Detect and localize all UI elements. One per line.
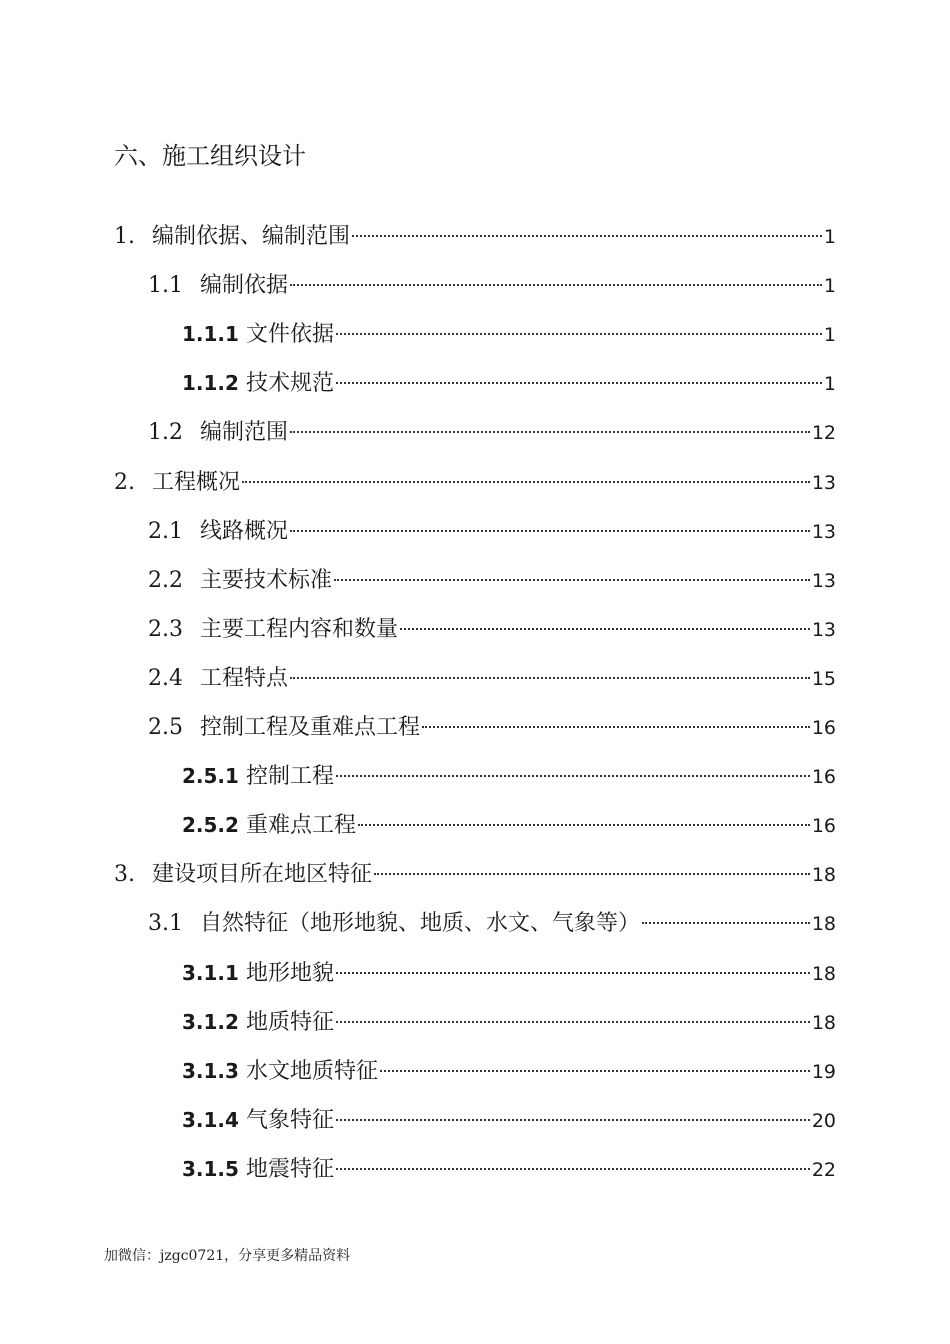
toc-dot-leader	[336, 997, 810, 1029]
toc-entry[interactable]	[114, 211, 836, 249]
toc-entry-page-number: 18	[811, 1012, 836, 1034]
toc-entry[interactable]	[148, 555, 836, 593]
toc-dot-leader	[290, 407, 810, 439]
toc-entry-label: 线路概况	[200, 519, 289, 544]
toc-entry-page-number: 16	[811, 815, 836, 837]
toc-entry-page-number: 18	[811, 913, 836, 935]
toc-entry[interactable]	[148, 702, 836, 740]
toc-entry-number: 2.4	[148, 666, 183, 691]
toc-entry-number: 1.1	[148, 273, 183, 298]
toc-entry[interactable]	[148, 260, 836, 298]
toc-entry-label: 主要工程内容和数量	[200, 617, 399, 642]
toc-entry[interactable]	[182, 948, 836, 986]
toc-entry-label: 重难点工程	[246, 813, 357, 838]
toc-dot-leader	[380, 1046, 810, 1078]
toc-entry-page-number: 16	[811, 766, 836, 788]
footer-note: 加微信：jzgc0721，分享更多精品资料	[104, 1248, 351, 1264]
document-title: 六、施工组织设计	[114, 142, 306, 170]
toc-entry-number: 2.	[114, 470, 135, 495]
toc-entry-label: 地震特征	[246, 1157, 335, 1182]
toc-entry[interactable]	[148, 506, 836, 544]
toc-entry-label: 气象特征	[246, 1108, 335, 1133]
toc-entry-number: 2.5.1	[182, 764, 239, 788]
toc-entry-number: 1.	[114, 224, 135, 249]
toc-dot-leader	[400, 604, 810, 636]
toc-entry-page-number: 15	[811, 668, 836, 690]
toc-entry-page-number: 1	[823, 373, 836, 395]
toc-dot-leader	[642, 898, 810, 930]
toc-dot-leader	[352, 211, 822, 243]
toc-entry-number: 3.1.5	[182, 1157, 239, 1181]
toc-entry-number: 2.2	[148, 568, 183, 593]
toc-dot-leader	[336, 1144, 810, 1176]
toc-entry-page-number: 22	[811, 1159, 836, 1181]
toc-entry-number: 3.1.4	[182, 1108, 239, 1132]
toc-entry[interactable]	[114, 457, 836, 495]
toc-entry[interactable]	[182, 1095, 836, 1133]
toc-dot-leader	[422, 702, 810, 734]
toc-dot-leader	[336, 309, 822, 341]
toc-dot-leader	[336, 1095, 810, 1127]
toc-entry-label: 技术规范	[246, 371, 335, 396]
toc-dot-leader	[290, 506, 810, 538]
toc-entry-label: 自然特征（地形地貌、地质、水文、气象等）	[200, 911, 641, 936]
toc-entry-label: 地质特征	[246, 1010, 335, 1035]
toc-dot-leader	[290, 260, 822, 292]
toc-entry-number: 1.1.1	[182, 322, 239, 346]
toc-entry-number: 2.3	[148, 617, 183, 642]
toc-entry[interactable]	[182, 309, 836, 347]
toc-entry-page-number: 1	[823, 226, 836, 248]
toc-entry[interactable]	[182, 1144, 836, 1182]
toc-entry-label: 编制依据	[200, 273, 289, 298]
toc-dot-leader	[290, 653, 810, 685]
toc-entry-label: 文件依据	[246, 322, 335, 347]
toc-entry[interactable]	[148, 604, 836, 642]
toc-entry-label: 编制范围	[200, 420, 289, 445]
toc-entry-number: 2.1	[148, 519, 183, 544]
toc-entry-page-number: 13	[811, 570, 836, 592]
toc-entry-label: 水文地质特征	[246, 1059, 379, 1084]
toc-entry-page-number: 13	[811, 619, 836, 641]
toc-entry-page-number: 1	[823, 275, 836, 297]
toc-dot-leader	[334, 555, 810, 587]
toc-dot-leader	[242, 457, 810, 489]
toc-dot-leader	[336, 358, 822, 390]
toc-entry-number: 2.5	[148, 715, 183, 740]
toc-entry-label: 控制工程及重难点工程	[200, 715, 421, 740]
toc-entry-page-number: 18	[811, 963, 836, 985]
toc-entry-page-number: 13	[811, 521, 836, 543]
toc-entry[interactable]	[182, 751, 836, 789]
toc-entry-label: 工程概况	[152, 470, 241, 495]
toc-entry-label: 主要技术标准	[200, 568, 333, 593]
toc-dot-leader	[336, 948, 810, 980]
toc-entry-label: 建设项目所在地区特征	[152, 862, 373, 887]
toc-entry-page-number: 13	[811, 472, 836, 494]
toc-entry[interactable]	[148, 653, 836, 691]
toc-entry-number: 2.5.2	[182, 813, 239, 837]
toc-dot-leader	[358, 800, 810, 832]
toc-entry-label: 控制工程	[246, 764, 335, 789]
toc-entry[interactable]	[182, 1046, 836, 1084]
toc-entry[interactable]	[114, 849, 836, 887]
toc-dot-leader	[374, 849, 810, 881]
toc-entry-page-number: 20	[811, 1110, 836, 1132]
toc-entry-number: 3.1.3	[182, 1059, 239, 1083]
toc-entry-label: 地形地貌	[246, 961, 335, 986]
toc-entry-number: 1.1.2	[182, 371, 239, 395]
toc-entry[interactable]	[182, 800, 836, 838]
toc-entry[interactable]	[148, 407, 836, 445]
toc-dot-leader	[336, 751, 810, 783]
toc-entry[interactable]	[182, 997, 836, 1035]
toc-entry-page-number: 16	[811, 717, 836, 739]
toc-entry-label: 工程特点	[200, 666, 289, 691]
toc-entry-number: 1.2	[148, 420, 183, 445]
toc-entry[interactable]	[148, 898, 836, 936]
toc-entry-page-number: 18	[811, 864, 836, 886]
toc-entry-number: 3.1.1	[182, 961, 239, 985]
toc-entry[interactable]	[182, 358, 836, 396]
toc-entry-number: 3.1	[148, 911, 183, 936]
toc-entry-number: 3.	[114, 862, 135, 887]
toc-entry-label: 编制依据、编制范围	[152, 224, 351, 249]
toc-entry-page-number: 12	[811, 422, 836, 444]
toc-entry-page-number: 1	[823, 324, 836, 346]
toc-entry-page-number: 19	[811, 1061, 836, 1083]
toc-entry-number: 3.1.2	[182, 1010, 239, 1034]
